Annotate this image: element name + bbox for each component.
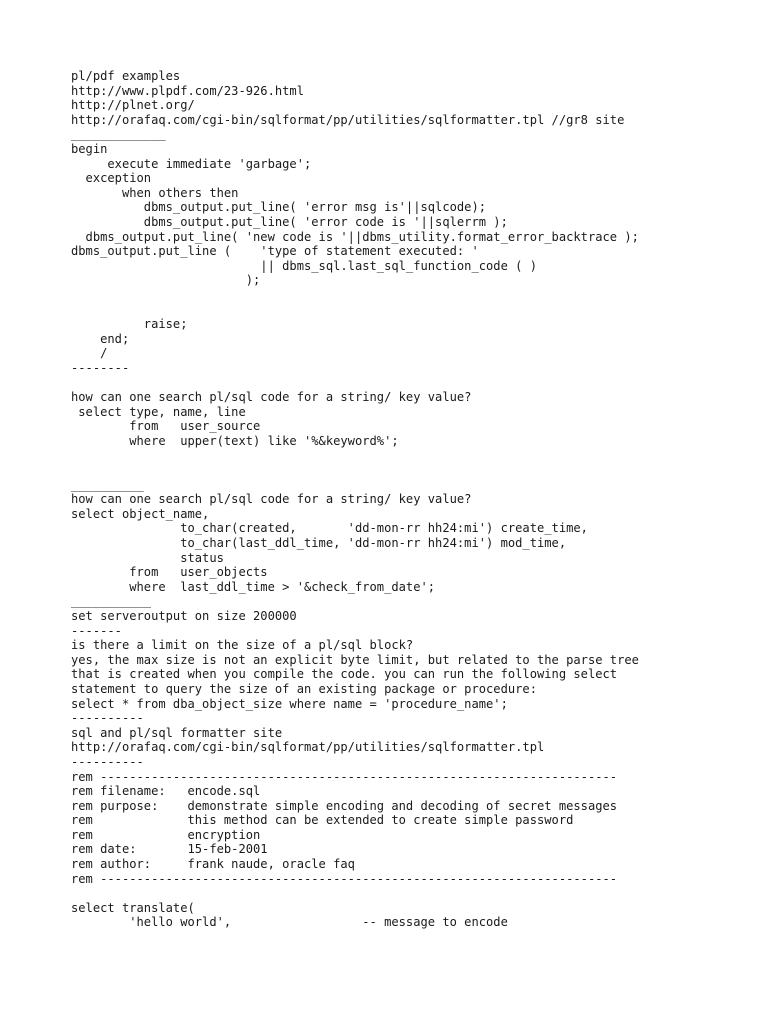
text-line [71,463,639,478]
text-line: statement to query the size of an existing package or procedure: [71,681,537,696]
text-line: ); [71,273,261,288]
text-line: ---------- [71,711,144,726]
text-line: that is created when you compile the code. you can run the following select [71,667,618,682]
text-line: to_char(last_ddl_time, 'dd-mon-rr hh24:mi') mod_time, [71,536,567,550]
text-line: how can one search pl/sql code for a string/ key value? [71,390,472,405]
text-line: http://orafaq.com/cgi-bin/sqlformat/pp/utilities/sqlformatter.tpl //gr8 site [71,112,625,127]
text-line [71,303,639,318]
text-line: status [71,550,224,565]
text-line: from user_source [71,419,261,434]
text-line: rem ----------------------------------------------------------------------- [71,769,618,784]
text-line: dbms_output.put_line( 'new code is '||dbms_utility.format_error_backtrace ); [71,229,639,244]
text-line: rem filename: encode.sql [71,784,261,799]
text-line: raise; [71,317,188,332]
text-line: rem author: frank naude, oracle faq [71,857,355,872]
text-line: set serveroutput on size 200000 [71,608,297,623]
code-text-block [71,69,639,930]
text-line: 'hello world', -- message to encode [71,915,508,930]
text-line: select translate( [71,900,195,915]
text-line: __________ [71,477,144,492]
text-line: to_char(created, 'dd-mon-rr hh24:mi') create_time, [71,521,588,536]
text-line: pl/pdf examples [71,69,181,83]
text-line: rem encryption [71,827,261,842]
text-line: yes, the max size is not an explicit byte limit, but related to the parse tree [71,652,639,667]
text-line: select * from dba_object_size where name = 'procedure_name'; [71,696,508,711]
text-line: exception [71,171,152,186]
text-line: is there a limit on the size of a pl/sql block? [71,638,414,653]
text-line: where upper(text) like '%&keyword%'; [71,433,399,448]
text-line: rem this method can be extended to create simple password [71,813,574,828]
text-line: select type, name, line [71,404,246,419]
text-line: -------- [71,360,130,375]
text-line: http://orafaq.com/cgi-bin/sqlformat/pp/utilities/sqlformatter.tpl [71,740,545,755]
text-line: ------- [71,623,122,638]
text-line: end; [71,331,130,346]
text-line: / [71,346,108,361]
text-line: _____________ [71,127,166,142]
text-line: rem ----------------------------------------------------------------------- [71,871,618,886]
text-line [71,886,639,901]
text-line [71,375,639,390]
text-line: execute immediate 'garbage'; [71,156,312,171]
text-line: select object_name, [71,506,210,521]
text-line: dbms_output.put_line( 'error msg is'||sqlcode); [71,200,487,215]
text-line: sql and pl/sql formatter site [71,725,283,740]
text-line [71,288,639,303]
text-line: http://plnet.org/ [71,98,195,113]
text-line: how can one search pl/sql code for a string/ key value? [71,492,472,507]
text-line: ___________ [71,594,152,609]
text-line: dbms_output.put_line( 'error code is '||sqlerrm ); [71,214,508,229]
text-line: from user_objects [71,565,268,580]
text-line: rem date: 15-feb-2001 [71,842,268,857]
text-line: where last_ddl_time > '&check_from_date'; [71,579,436,594]
text-line: http://www.plpdf.com/23-926.html [71,83,304,98]
text-line: when others then [71,185,239,200]
text-line: rem purpose: demonstrate simple encoding and decoding of secret messages [71,798,618,813]
text-line: || dbms_sql.last_sql_function_code ( ) [71,258,537,273]
text-line: ---------- [71,754,144,769]
text-line: dbms_output.put_line ( 'type of statement executed: ' [71,244,479,259]
text-line [71,448,639,463]
text-line: begin [71,141,108,156]
